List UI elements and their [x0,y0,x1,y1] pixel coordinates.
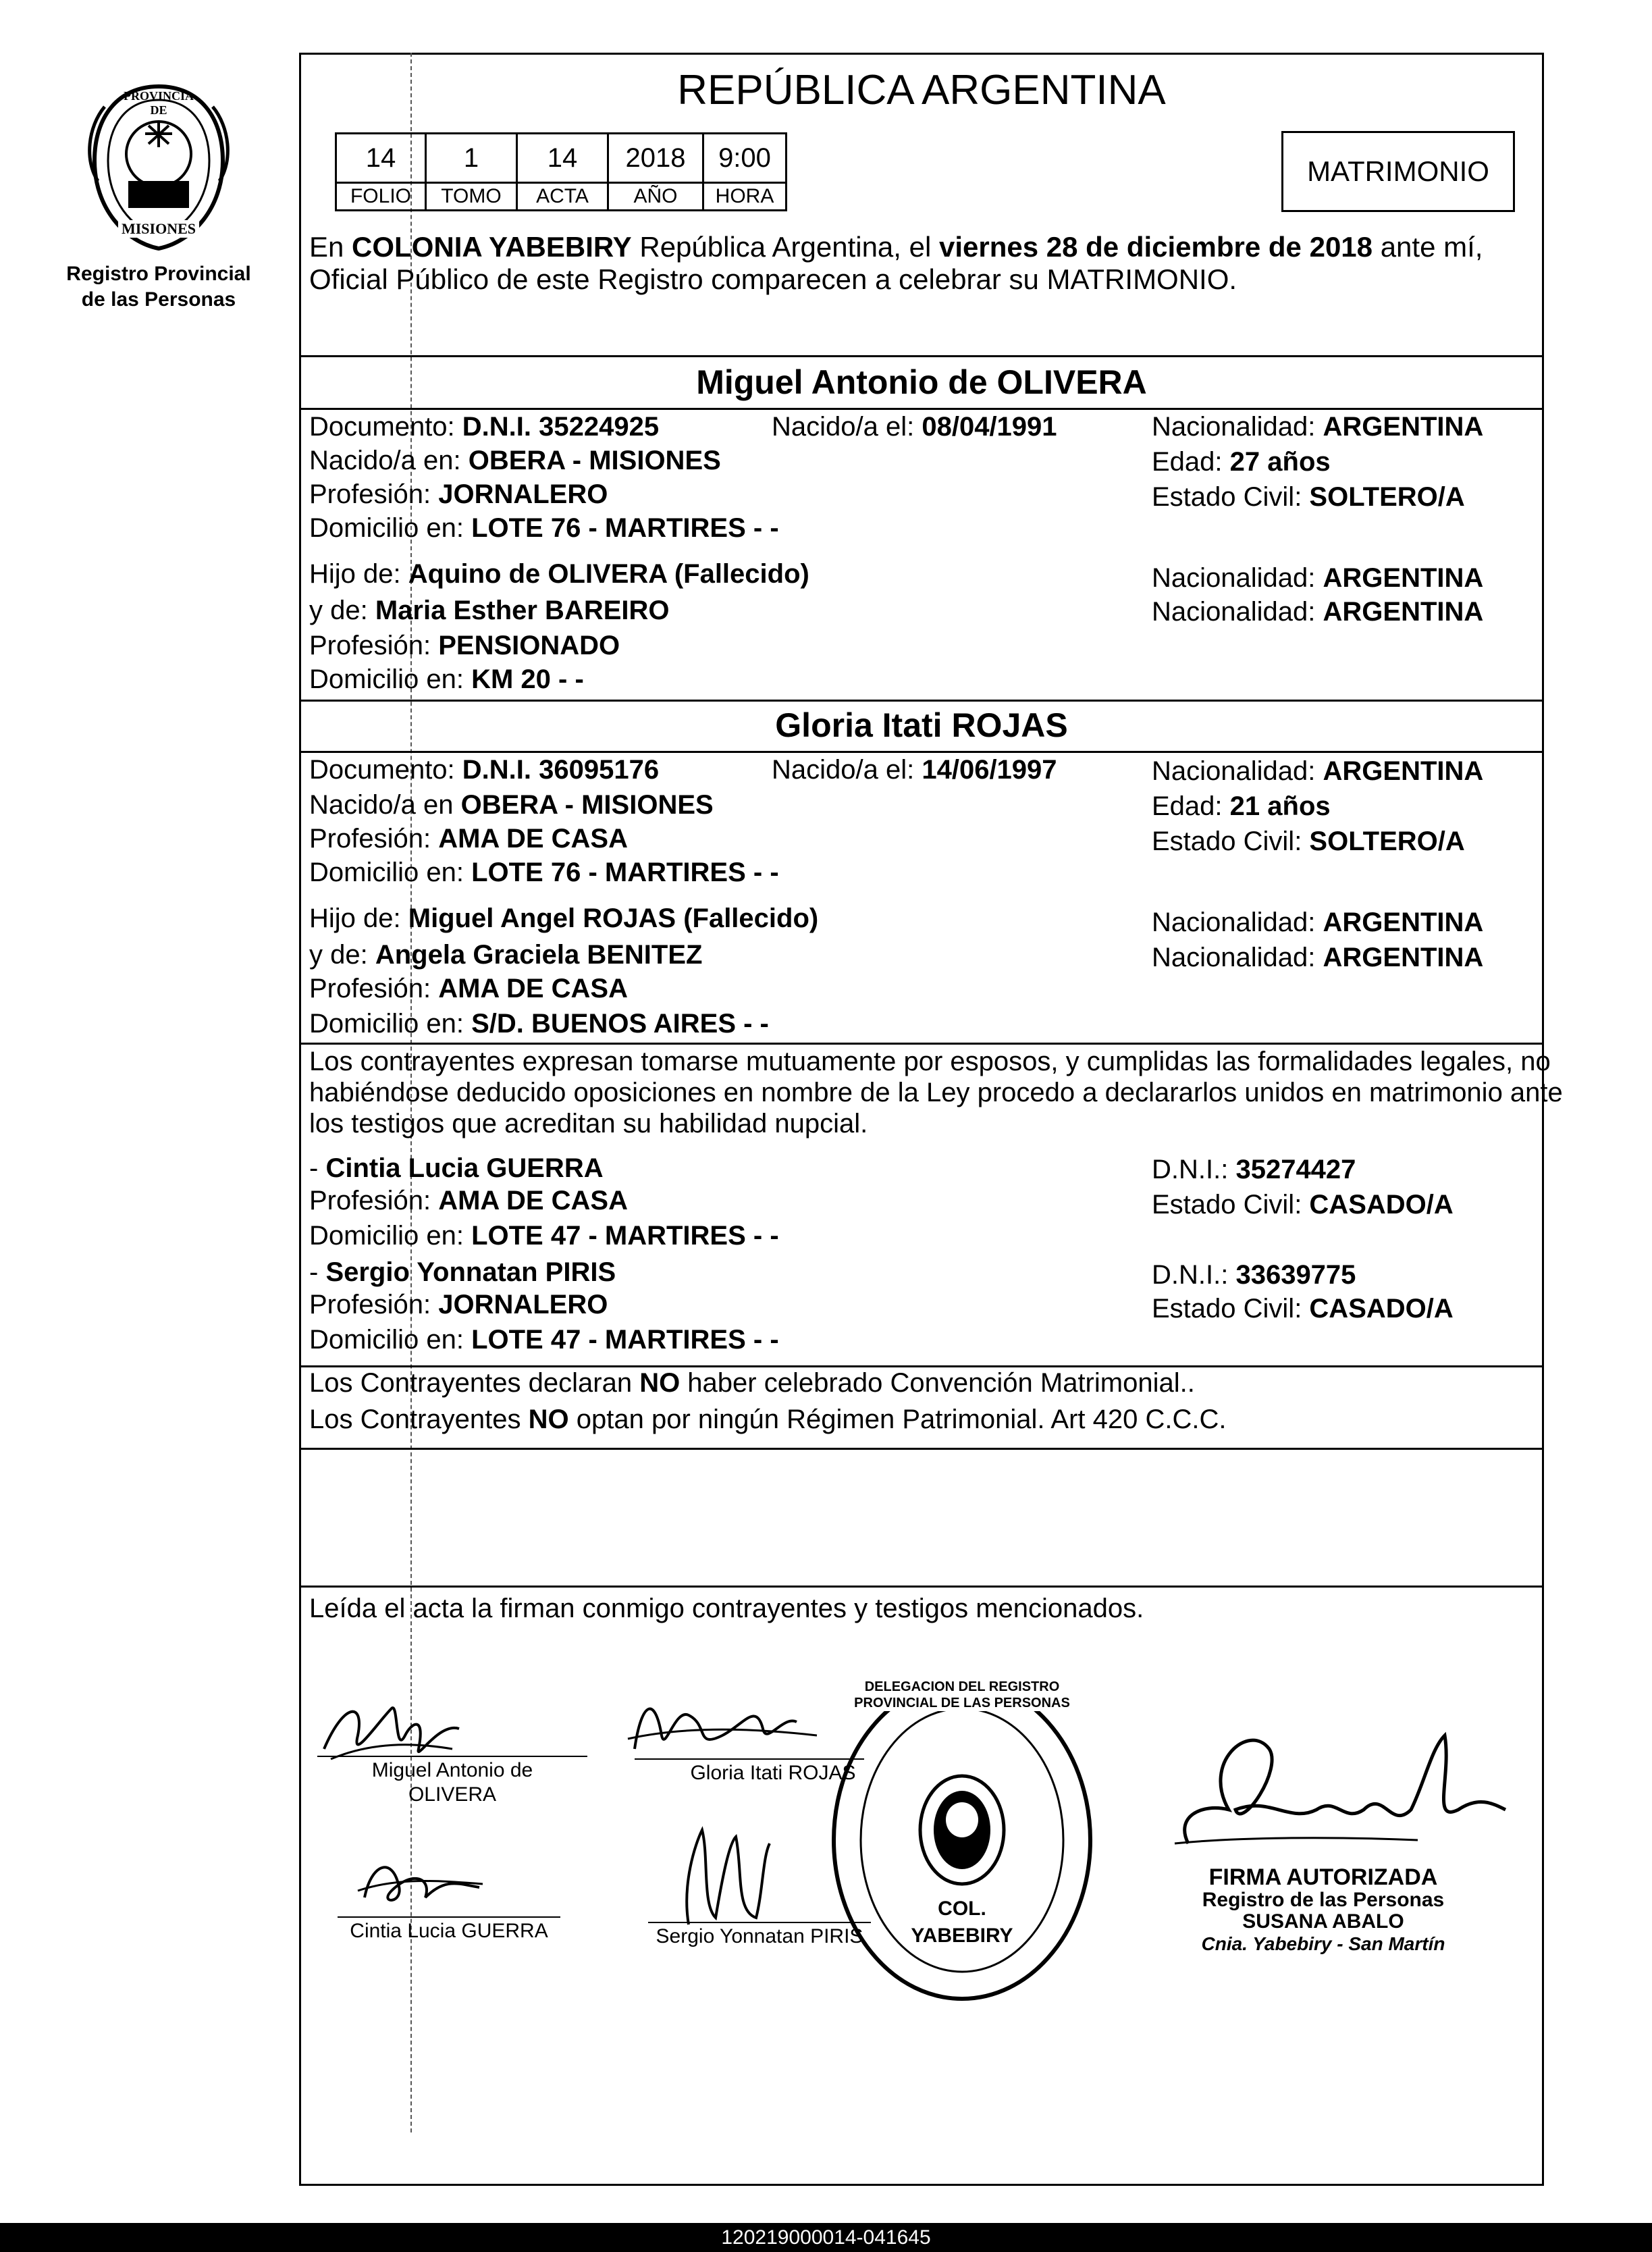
hora-label: HORA [703,183,787,211]
stamp-ring-icon [827,1675,1097,2006]
t2-prof: Profesión: JORNALERO [309,1290,608,1319]
stamp-inner-text-1: COL. [938,1897,986,1920]
declaration-line-2: habiéndose deducido oposiciones en nombre de la Ley procedo a declararlos unidos en matrimonio ante [309,1078,1563,1107]
folio-label: FOLIO [336,183,426,211]
contrayente1-name: Miguel Antonio de OLIVERA [696,363,1147,401]
acta-label: ACTA [517,183,608,211]
c2-place: Nacido/a en OBERA - MISIONES [309,790,714,820]
c2-parent-dom: Domicilio en: S/D. BUENOS AIRES - - [309,1009,769,1039]
acta-value: 14 [517,134,608,183]
stamp-ring-text: DELEGACION DEL REGISTRO PROVINCIAL DE LAS PERSONAS [841,1679,1084,1711]
convencion-line-1: Los Contrayentes declaran NO haber celebrado Convención Matrimonial.. [309,1368,1195,1398]
registry-table [335,132,787,211]
c1-father: Hijo de: Aquino de OLIVERA (Fallecido) [309,559,809,589]
c2-civil: Estado Civil: SOLTERO/A [1152,827,1465,856]
t2-dom: Domicilio en: LOTE 47 - MARTIRES - - [309,1325,779,1355]
tomo-label: TOMO [426,183,517,211]
t1-name: - Cintia Lucia GUERRA [309,1153,604,1183]
contrayente2-name: Gloria Itati ROJAS [775,706,1068,744]
intro-line-2: Oficial Público de este Registro comparecen a celebrar su MATRIMONIO. [309,263,1237,295]
logo-caption-1: Registro Provincial [66,263,251,285]
section-divider [299,1448,1544,1450]
t1-dom: Domicilio en: LOTE 47 - MARTIRES - - [309,1221,779,1251]
section-divider [299,700,1544,702]
intro-line-1: En COLONIA YABEBIRY República Argentina, el viernes 28 de diciembre de 2018 ante mí, [309,231,1483,263]
c1-prof: Profesión: JORNALERO [309,479,608,509]
seal-text-top: PROVINCIA DE [123,89,194,117]
signature-4-scribble [662,1816,783,1938]
record-type-box: MATRIMONIO [1281,131,1515,212]
c2-dom: Domicilio en: LOTE 76 - MARTIRES - - [309,858,779,887]
c2-doc: Documento: D.N.I. 36095176 [309,755,660,785]
folio-value: 14 [336,134,426,183]
document-code-footer: 120219000014-041645 [0,2223,1652,2252]
c2-nat: Nacionalidad: ARGENTINA [1152,756,1484,786]
c1-civil: Estado Civil: SOLTERO/A [1152,482,1465,512]
signature-caption-4: Sergio Yonnatan PIRIS [656,1925,863,1947]
t1-dni: D.N.I.: 35274427 [1152,1155,1356,1184]
c1-nat: Nacionalidad: ARGENTINA [1152,412,1484,442]
province-logo [78,80,240,255]
official-line-3: SUSANA ABALO [1242,1910,1404,1933]
closing-text: Leída el acta la firman conmigo contrayentes y testigos mencionados. [309,1594,1144,1623]
c1-dom: Domicilio en: LOTE 76 - MARTIRES - - [309,513,779,543]
c1-place: Nacido/a en: OBERA - MISIONES [309,446,721,475]
c2-prof: Profesión: AMA DE CASA [309,824,628,854]
t2-civil: Estado Civil: CASADO/A [1152,1294,1454,1324]
c1-doc: Documento: D.N.I. 35224925 [309,412,660,442]
signature-caption-2: Gloria Itati ROJAS [690,1762,856,1784]
c1-parent-dom: Domicilio en: KM 20 - - [309,664,584,694]
seal-text-bottom: MISIONES [118,220,199,238]
signature-2-scribble [621,1688,824,1762]
section-divider [299,408,1544,410]
tomo-value: 1 [426,134,517,183]
signature-caption-3: Cintia Lucia GUERRA [350,1920,548,1942]
c1-mother: y de: Maria Esther BAREIRO [309,596,670,625]
section-divider [299,355,1544,357]
section-divider [299,1586,1544,1588]
anio-label: AÑO [608,183,703,211]
hora-value: 9:00 [703,134,787,183]
c2-mother: y de: Angela Graciela BENITEZ [309,940,703,970]
page-title: REPÚBLICA ARGENTINA [677,67,1166,113]
official-line-2: Registro de las Personas [1202,1889,1445,1911]
t1-civil: Estado Civil: CASADO/A [1152,1190,1454,1220]
declaration-line-1: Los contrayentes expresan tomarse mutuamente por esposos, y cumplidas las formalidades legales, no [309,1047,1551,1076]
convencion-line-2: Los Contrayentes NO optan por ningún Régimen Patrimonial. Art 420 C.C.C. [309,1405,1227,1434]
official-line-1: FIRMA AUTORIZADA [1208,1864,1438,1890]
section-divider [299,1043,1544,1045]
c2-father: Hijo de: Miguel Angel ROJAS (Fallecido) [309,904,819,933]
c2-age: Edad: 21 años [1152,791,1331,821]
anio-value: 2018 [608,134,703,183]
t1-prof: Profesión: AMA DE CASA [309,1186,628,1215]
c1-born: Nacido/a el: 08/04/1991 [772,412,1057,442]
stamp-inner-text-2: YABEBIRY [911,1924,1013,1947]
signature-line-3 [338,1916,560,1918]
c1-father-nat: Nacionalidad: ARGENTINA [1152,563,1484,593]
c1-mother-nat: Nacionalidad: ARGENTINA [1152,597,1484,627]
signature-3-scribble [351,1850,486,1918]
signature-caption-1a: Miguel Antonio de [371,1759,533,1781]
c1-parent-prof: Profesión: PENSIONADO [309,631,620,660]
c2-born: Nacido/a el: 14/06/1997 [772,755,1057,785]
official-line-4: Cnia. Yabebiry - San Martín [1201,1933,1445,1954]
registry-stamp [827,1675,1097,2006]
c2-mother-nat: Nacionalidad: ARGENTINA [1152,943,1484,972]
t2-name: - Sergio Yonnatan PIRIS [309,1257,616,1287]
logo-caption-2: de las Personas [81,288,236,311]
t2-dni: D.N.I.: 33639775 [1152,1260,1356,1290]
c2-parent-prof: Profesión: AMA DE CASA [309,974,628,1003]
official-signature-scribble [1161,1708,1512,1870]
section-divider [299,751,1544,753]
c1-age: Edad: 27 años [1152,447,1331,477]
signature-line-1 [317,1756,587,1757]
signature-caption-1b: OLIVERA [408,1783,497,1806]
c2-father-nat: Nacionalidad: ARGENTINA [1152,908,1484,937]
declaration-line-3: los testigos que acreditan su habilidad nupcial. [309,1109,868,1138]
